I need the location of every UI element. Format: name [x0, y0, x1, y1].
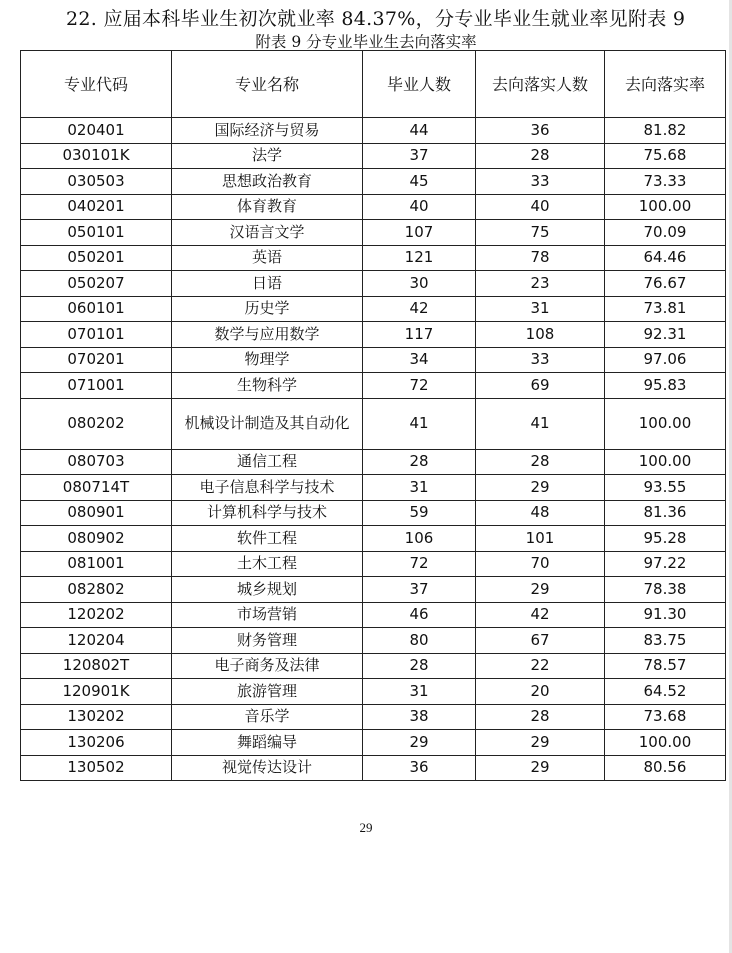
cell-graduates: 37 [363, 143, 476, 169]
cell-graduates: 44 [363, 118, 476, 144]
cell-major-code: 080714T [21, 475, 172, 501]
cell-graduates: 29 [363, 730, 476, 756]
cell-major-name: 计算机科学与技术 [172, 500, 363, 526]
cell-placed: 42 [476, 602, 605, 628]
cell-placement-rate: 100.00 [605, 194, 726, 220]
cell-major-code: 030503 [21, 169, 172, 195]
table-row [21, 322, 726, 348]
cell-graduates: 46 [363, 602, 476, 628]
table-row [21, 220, 726, 246]
page-number: 29 [359, 820, 373, 835]
cell-major-name: 旅游管理 [172, 679, 363, 705]
cell-placement-rate: 81.82 [605, 118, 726, 144]
cell-major-name: 舞蹈编导 [172, 730, 363, 756]
cell-placed: 41 [476, 398, 605, 449]
table-row [21, 118, 726, 144]
cell-major-code: 082802 [21, 577, 172, 603]
cell-graduates: 36 [363, 755, 476, 781]
cell-graduates: 37 [363, 577, 476, 603]
cell-major-name: 国际经济与贸易 [172, 118, 363, 144]
cell-placement-rate: 81.36 [605, 500, 726, 526]
cell-major-name: 市场营销 [172, 602, 363, 628]
cell-placed: 33 [476, 347, 605, 373]
cell-placement-rate: 97.06 [605, 347, 726, 373]
table-row [21, 679, 726, 705]
cell-placed: 20 [476, 679, 605, 705]
cell-placed: 48 [476, 500, 605, 526]
cell-placement-rate: 95.28 [605, 526, 726, 552]
table-row [21, 296, 726, 322]
cell-major-code: 050201 [21, 245, 172, 271]
table-row [21, 373, 726, 399]
cell-major-code: 120204 [21, 628, 172, 654]
cell-placement-rate: 76.67 [605, 271, 726, 297]
cell-placement-rate: 64.46 [605, 245, 726, 271]
cell-major-name: 音乐学 [172, 704, 363, 730]
cell-graduates: 117 [363, 322, 476, 348]
cell-placed: 31 [476, 296, 605, 322]
cell-placement-rate: 100.00 [605, 449, 726, 475]
cell-graduates: 121 [363, 245, 476, 271]
header-placement-rate: 去向落实率 [605, 51, 726, 118]
cell-major-code: 040201 [21, 194, 172, 220]
cell-graduates: 28 [363, 653, 476, 679]
cell-major-name: 生物科学 [172, 373, 363, 399]
cell-major-code: 081001 [21, 551, 172, 577]
cell-major-name: 汉语言文学 [172, 220, 363, 246]
header-graduates: 毕业人数 [363, 51, 476, 118]
table-row [21, 398, 726, 449]
cell-placement-rate: 70.09 [605, 220, 726, 246]
table-row [21, 653, 726, 679]
table-row [21, 577, 726, 603]
cell-placed: 29 [476, 475, 605, 501]
table-row [21, 755, 726, 781]
cell-placement-rate: 97.22 [605, 551, 726, 577]
cell-major-code: 050207 [21, 271, 172, 297]
table-row [21, 475, 726, 501]
cell-placed: 28 [476, 143, 605, 169]
cell-graduates: 45 [363, 169, 476, 195]
cell-placed: 28 [476, 449, 605, 475]
cell-major-code: 120202 [21, 602, 172, 628]
cell-placed: 40 [476, 194, 605, 220]
table-row [21, 449, 726, 475]
cell-graduates: 30 [363, 271, 476, 297]
cell-major-name: 英语 [172, 245, 363, 271]
cell-major-code: 130206 [21, 730, 172, 756]
cell-placed: 22 [476, 653, 605, 679]
cell-major-code: 030101K [21, 143, 172, 169]
cell-placed: 67 [476, 628, 605, 654]
cell-major-code: 080202 [21, 398, 172, 449]
table-row [21, 704, 726, 730]
cell-placement-rate: 95.83 [605, 373, 726, 399]
table-row [21, 245, 726, 271]
cell-major-name: 物理学 [172, 347, 363, 373]
cell-placed: 28 [476, 704, 605, 730]
cell-placement-rate: 73.81 [605, 296, 726, 322]
cell-graduates: 80 [363, 628, 476, 654]
cell-major-name: 财务管理 [172, 628, 363, 654]
cell-major-name: 体育教育 [172, 194, 363, 220]
table-row [21, 347, 726, 373]
cell-graduates: 106 [363, 526, 476, 552]
cell-placed: 33 [476, 169, 605, 195]
table-row [21, 169, 726, 195]
header-major-code: 专业代码 [21, 51, 172, 118]
cell-major-name: 机械设计制造及其自动化 [172, 398, 363, 449]
cell-major-code: 020401 [21, 118, 172, 144]
cell-placement-rate: 100.00 [605, 730, 726, 756]
cell-placement-rate: 100.00 [605, 398, 726, 449]
cell-placed: 29 [476, 755, 605, 781]
cell-graduates: 28 [363, 449, 476, 475]
cell-placed: 108 [476, 322, 605, 348]
cell-placement-rate: 80.56 [605, 755, 726, 781]
cell-major-name: 视觉传达设计 [172, 755, 363, 781]
cell-major-name: 日语 [172, 271, 363, 297]
cell-major-name: 通信工程 [172, 449, 363, 475]
table-row [21, 628, 726, 654]
cell-placed: 78 [476, 245, 605, 271]
cell-graduates: 59 [363, 500, 476, 526]
cell-major-code: 080703 [21, 449, 172, 475]
table-row [21, 143, 726, 169]
header-major-name: 专业名称 [172, 51, 363, 118]
cell-major-code: 050101 [21, 220, 172, 246]
header-placed: 去向落实人数 [476, 51, 605, 118]
cell-graduates: 72 [363, 373, 476, 399]
cell-placement-rate: 64.52 [605, 679, 726, 705]
section-heading: 22. 应届本科毕业生初次就业率 84.37%，分专业毕业生就业率见附表 9 [66, 8, 686, 30]
cell-major-name: 土木工程 [172, 551, 363, 577]
cell-major-name: 电子信息科学与技术 [172, 475, 363, 501]
cell-placed: 75 [476, 220, 605, 246]
table-row [21, 526, 726, 552]
cell-placed: 36 [476, 118, 605, 144]
table-caption: 附表 9 分专业毕业生去向落实率 [255, 33, 477, 51]
cell-major-code: 130502 [21, 755, 172, 781]
table-header-row [21, 51, 726, 118]
cell-graduates: 41 [363, 398, 476, 449]
cell-major-code: 071001 [21, 373, 172, 399]
cell-placement-rate: 75.68 [605, 143, 726, 169]
cell-graduates: 38 [363, 704, 476, 730]
cell-placement-rate: 78.57 [605, 653, 726, 679]
cell-major-name: 思想政治教育 [172, 169, 363, 195]
cell-major-code: 080901 [21, 500, 172, 526]
cell-graduates: 31 [363, 679, 476, 705]
cell-placement-rate: 83.75 [605, 628, 726, 654]
cell-major-code: 060101 [21, 296, 172, 322]
cell-major-code: 120802T [21, 653, 172, 679]
cell-major-code: 080902 [21, 526, 172, 552]
cell-major-code: 130202 [21, 704, 172, 730]
cell-graduates: 40 [363, 194, 476, 220]
cell-placement-rate: 73.68 [605, 704, 726, 730]
cell-placed: 29 [476, 730, 605, 756]
cell-major-code: 070101 [21, 322, 172, 348]
table-row [21, 271, 726, 297]
cell-graduates: 72 [363, 551, 476, 577]
cell-major-name: 软件工程 [172, 526, 363, 552]
table-row [21, 551, 726, 577]
table-row [21, 730, 726, 756]
cell-graduates: 34 [363, 347, 476, 373]
cell-major-code: 120901K [21, 679, 172, 705]
cell-major-name: 电子商务及法律 [172, 653, 363, 679]
cell-placed: 101 [476, 526, 605, 552]
cell-graduates: 107 [363, 220, 476, 246]
employment-rate-table [20, 50, 726, 781]
cell-major-name: 城乡规划 [172, 577, 363, 603]
cell-placement-rate: 78.38 [605, 577, 726, 603]
cell-placement-rate: 92.31 [605, 322, 726, 348]
table-row [21, 500, 726, 526]
cell-graduates: 42 [363, 296, 476, 322]
cell-graduates: 31 [363, 475, 476, 501]
cell-placed: 70 [476, 551, 605, 577]
cell-placement-rate: 93.55 [605, 475, 726, 501]
cell-major-code: 070201 [21, 347, 172, 373]
table-row [21, 602, 726, 628]
cell-placement-rate: 73.33 [605, 169, 726, 195]
cell-major-name: 历史学 [172, 296, 363, 322]
cell-major-name: 法学 [172, 143, 363, 169]
table-row [21, 194, 726, 220]
cell-placement-rate: 91.30 [605, 602, 726, 628]
cell-major-name: 数学与应用数学 [172, 322, 363, 348]
cell-placed: 23 [476, 271, 605, 297]
cell-placed: 69 [476, 373, 605, 399]
cell-placed: 29 [476, 577, 605, 603]
